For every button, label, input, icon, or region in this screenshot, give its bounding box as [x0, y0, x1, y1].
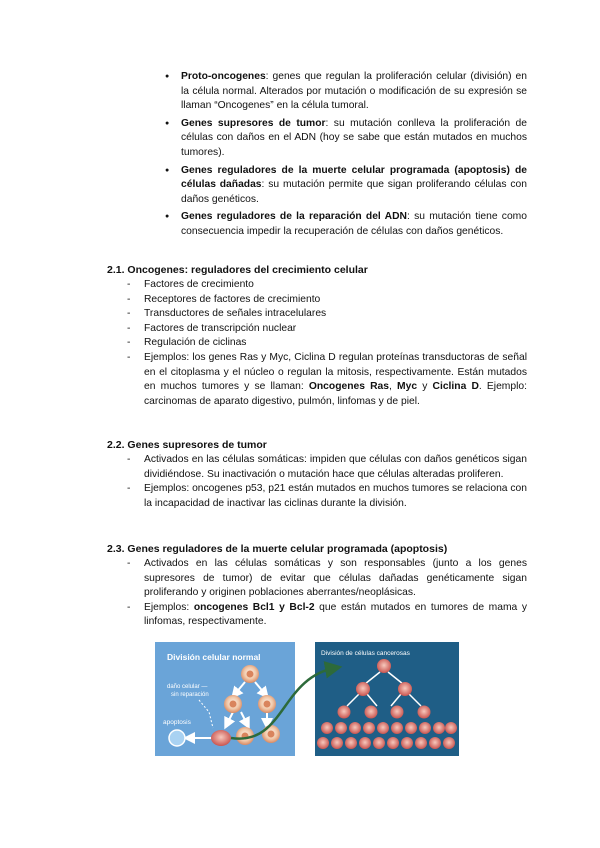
cancer-cell	[345, 737, 357, 749]
dash-list	[107, 453, 527, 511]
bullet-supresores	[163, 117, 527, 161]
cancer-cell	[418, 706, 431, 719]
cancer-cell	[331, 737, 343, 749]
text-run: Ejemplos:	[144, 601, 194, 613]
bold-run: Ciclina D	[432, 381, 479, 393]
bullet-text: : genes que regulan la proliferación celular (división) en la célula normal. Alterados por mutación o modificación de su expresión se llaman “Oncogenes” en la célula tumoral.	[181, 71, 527, 112]
bullet-proto-oncogenes	[163, 70, 527, 114]
cancer-cell	[338, 706, 351, 719]
cancer-cell	[405, 722, 417, 734]
text-run: ,	[389, 381, 398, 393]
section-title: 2.2. Genes supresores de tumor	[107, 439, 267, 451]
cell-nucleus	[230, 701, 237, 708]
text-run: Ejemplos: los genes Ras y Myc, Ciclina D regulan proteínas transductoras de señal en el citoplasma y el núcleo o regulan la mitosis, respectivamente. Están mutados en muchos tumores y se llaman:	[144, 351, 527, 393]
list-item: - Activados en las células somáticas y son responsables (junto a los genes supresores de tumor) de evitar que células dañadas genéticamente sigan proliferando y originen poblaciones aberrantes/neoplásicas.	[107, 557, 527, 601]
cancer-cell	[445, 722, 457, 734]
bold-run: oncogenes Bcl1 y Bcl-2	[193, 601, 315, 613]
cancer-cell	[321, 722, 333, 734]
list-item: - Activados en las células somáticas: impiden que células con daños genéticos sigan dividiéndose. Su inactivación o mutación hace que células alteradas proliferen.	[107, 453, 527, 482]
damage-label: daño celular —	[167, 684, 208, 690]
dash-list	[107, 557, 527, 630]
cancer-cell	[415, 737, 427, 749]
section-2-3	[107, 542, 527, 630]
bullet-term: Genes supresores de tumor	[181, 117, 326, 129]
cancer-cell	[401, 737, 413, 749]
cancer-cell	[363, 722, 375, 734]
cancer-cell	[419, 722, 431, 734]
bullet-text: : su mutación permite que sigan proliferando células con daños genéticos.	[181, 179, 527, 205]
cancer-cell	[317, 737, 329, 749]
cancer-cell	[387, 737, 399, 749]
cancer-cell	[391, 722, 403, 734]
list-item-ejemplos	[107, 351, 527, 409]
list-item: - Factores de transcripción nuclear	[107, 322, 527, 337]
text-run: . Ejemplo: carcinomas de aparato digestivo, pulmón, linfomas y de piel.	[144, 381, 527, 407]
apoptotic-cell	[169, 730, 185, 746]
list-item: - Regulación de ciclinas	[107, 336, 527, 351]
list-item-ejemplos	[107, 601, 527, 630]
intro-bullet-list	[163, 70, 527, 243]
bullet-term: Proto-oncogenes	[181, 71, 266, 82]
cell-nucleus	[268, 731, 275, 738]
damage-label: sin reparación	[171, 692, 209, 698]
bullet-term: Genes reguladores de la reparación del ADN	[181, 211, 407, 223]
bullet-apoptosis	[163, 164, 527, 208]
cancer-cell	[433, 722, 445, 734]
list-item: - Transductores de señales intracelulares	[107, 307, 527, 322]
cancer-cell	[365, 706, 378, 719]
damaged-cell	[211, 730, 231, 746]
cancer-cell	[398, 682, 412, 696]
cancer-cell	[359, 737, 371, 749]
cancer-cell	[443, 737, 455, 749]
cell-nucleus	[264, 701, 271, 708]
list-item: - Factores de crecimiento	[107, 278, 527, 293]
section-2-2	[107, 438, 527, 511]
list-item: - Receptores de factores de crecimiento	[107, 293, 527, 308]
list-item: - Ejemplos: oncogenes p53, p21 están mutados en muchos tumores se relaciona con la incapacidad de inactivar las ciclinas durante la división.	[107, 482, 527, 511]
bold-run: Oncogenes Ras	[308, 381, 389, 393]
right-panel-title: División de células cancerosas	[321, 650, 410, 657]
apoptosis-label: apoptosis	[163, 719, 191, 726]
bullet-text: : su mutación conlleva la proliferación de células con daños en el ADN (hoy se sabe que están mutados en muchos tumores).	[181, 117, 527, 158]
cancer-cell	[391, 706, 404, 719]
left-panel-title: División celular normal	[167, 652, 261, 662]
bullet-reparacion	[163, 210, 527, 239]
cancer-cell	[356, 682, 370, 696]
cancer-cell	[335, 722, 347, 734]
bold-run: Myc	[397, 381, 418, 393]
cell-division-figure	[155, 642, 459, 756]
bullet-text: : su mutación tiene como consecuencia impedir la recuperación de células con daños genéticos.	[181, 211, 527, 237]
section-title: 2.3. Genes reguladores de la muerte celular programada (apoptosis)	[107, 543, 448, 555]
cell-nucleus	[247, 671, 254, 678]
cancer-cell	[373, 737, 385, 749]
bullet-term: Genes reguladores de la muerte celular programada (apoptosis) de células dañadas	[181, 164, 527, 191]
cancer-cell	[349, 722, 361, 734]
section-title: 2.1. Oncogenes: reguladores del crecimiento celular	[107, 264, 368, 276]
cancer-cell	[429, 737, 441, 749]
text-run: que están mutados en tumores de mama y linfomas, respectivamente.	[144, 601, 528, 628]
cancer-cell	[377, 722, 389, 734]
dash-list	[107, 278, 527, 409]
text-run: y	[417, 381, 433, 393]
section-2-1	[107, 263, 527, 409]
cancer-cell	[377, 659, 391, 673]
